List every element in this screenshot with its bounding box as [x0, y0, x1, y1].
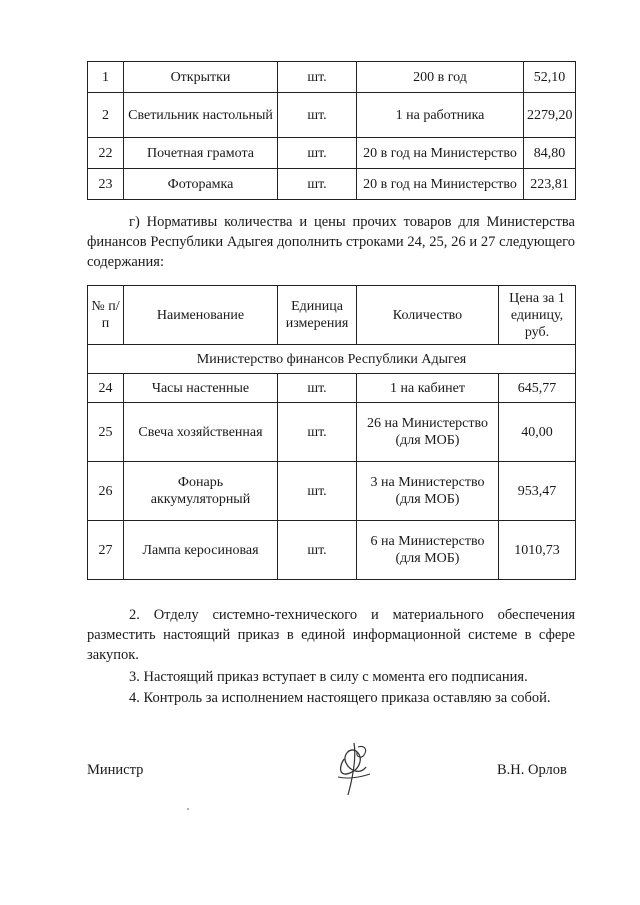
header-name: Наименование	[124, 286, 278, 345]
row-number: 24	[88, 374, 124, 403]
item-name: Фоторамка	[124, 169, 278, 200]
table-row	[88, 374, 576, 403]
items-table-continued	[87, 61, 576, 200]
table-row	[88, 169, 576, 200]
table-header-row	[88, 286, 576, 345]
item-price: 52,10	[524, 62, 576, 93]
item-unit: шт.	[278, 374, 357, 403]
item-price: 1010,73	[499, 521, 576, 580]
row-number: 23	[88, 169, 124, 200]
scan-speck	[187, 808, 189, 810]
item-unit: шт.	[278, 403, 357, 462]
item-quantity: 200 в год	[357, 62, 524, 93]
row-number: 2	[88, 93, 124, 138]
handwritten-signature	[330, 737, 380, 797]
item-quantity: 3 на Министерство (для МОБ)	[357, 462, 499, 521]
paragraph-4: 4. Контроль за исполнением настоящего приказа оставляю за собой.	[129, 690, 551, 706]
row-number: 1	[88, 62, 124, 93]
item-quantity: 6 на Министерство (для МОБ)	[357, 521, 499, 580]
paragraph-g: г) Нормативы количества и цены прочих товаров для Министерства финансов Республики Адыгея дополнить строками 24, 25, 26 и 27 следующего содержания:	[87, 214, 575, 270]
section-title: Министерство финансов Республики Адыгея	[88, 345, 576, 374]
signatory-role: Министр	[87, 762, 144, 778]
item-price: 223,81	[524, 169, 576, 200]
items-table-new	[87, 285, 576, 580]
item-name: Часы настенные	[124, 374, 278, 403]
table-row	[88, 62, 576, 93]
item-name: Почетная грамота	[124, 138, 278, 169]
item-price: 84,80	[524, 138, 576, 169]
header-unit: Единица измерения	[278, 286, 357, 345]
header-quantity: Количество	[357, 286, 499, 345]
header-number: № п/п	[88, 286, 124, 345]
item-name: Открытки	[124, 62, 278, 93]
item-unit: шт.	[278, 521, 357, 580]
row-number: 25	[88, 403, 124, 462]
item-price: 40,00	[499, 403, 576, 462]
table-row	[88, 138, 576, 169]
header-price: Цена за 1 единицу, руб.	[499, 286, 576, 345]
item-quantity: 26 на Министерство (для МОБ)	[357, 403, 499, 462]
paragraph-2: 2. Отделу системно-технического и материального обеспечения разместить настоящий приказ в единой информационной системе в сфере закупок.	[87, 607, 575, 663]
table-row	[88, 403, 576, 462]
item-name: Фонарь аккумуляторный	[124, 462, 278, 521]
table-row	[88, 93, 576, 138]
item-price: 953,47	[499, 462, 576, 521]
item-name: Свеча хозяйственная	[124, 403, 278, 462]
item-quantity: 1 на работника	[357, 93, 524, 138]
table-row	[88, 521, 576, 580]
row-number: 22	[88, 138, 124, 169]
table-row	[88, 462, 576, 521]
item-unit: шт.	[278, 62, 357, 93]
item-quantity: 1 на кабинет	[357, 374, 499, 403]
item-unit: шт.	[278, 93, 357, 138]
item-unit: шт.	[278, 138, 357, 169]
item-price: 2279,20	[524, 93, 576, 138]
item-unit: шт.	[278, 462, 357, 521]
row-number: 26	[88, 462, 124, 521]
signatory-name: В.Н. Орлов	[497, 762, 567, 778]
row-number: 27	[88, 521, 124, 580]
item-quantity: 20 в год на Министерство	[357, 169, 524, 200]
item-quantity: 20 в год на Министерство	[357, 138, 524, 169]
item-name: Лампа керосиновая	[124, 521, 278, 580]
paragraph-3: 3. Настоящий приказ вступает в силу с момента его подписания.	[129, 669, 528, 685]
section-row	[88, 345, 576, 374]
item-unit: шт.	[278, 169, 357, 200]
item-name: Светильник настольный	[124, 93, 278, 138]
item-price: 645,77	[499, 374, 576, 403]
